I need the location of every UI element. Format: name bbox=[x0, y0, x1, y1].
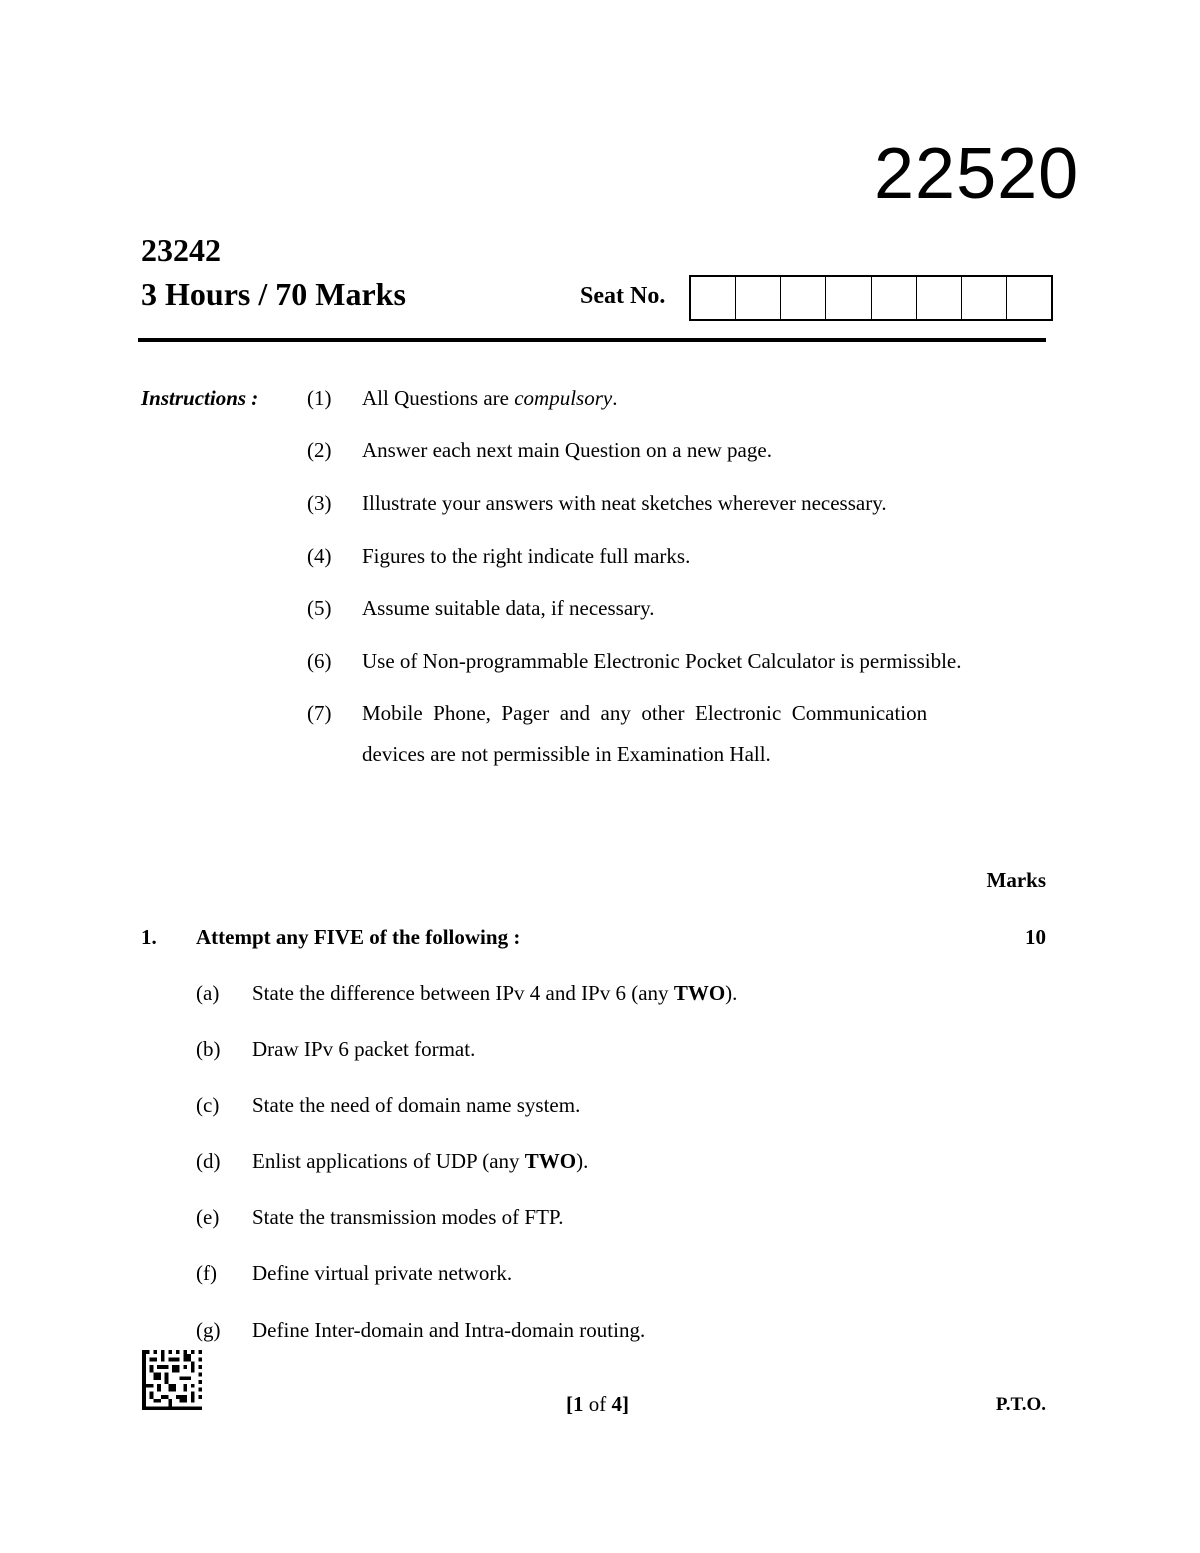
emphasis-compulsory: compulsory bbox=[514, 386, 613, 410]
seat-digit-box bbox=[916, 277, 961, 319]
seat-digit-box bbox=[780, 277, 825, 319]
instruction-number: (2) bbox=[307, 438, 332, 462]
instruction-number: (3) bbox=[307, 491, 332, 515]
instruction-text: Figures to the right indicate full marks. bbox=[362, 544, 691, 568]
seat-digit-box bbox=[825, 277, 870, 319]
seat-digit-box bbox=[735, 277, 780, 319]
subquestion-label: (e) bbox=[196, 1205, 220, 1229]
instruction-text: All Questions are compulsory. bbox=[362, 386, 618, 410]
instruction-text: Use of Non-programmable Electronic Pocket Calculator is permissible. bbox=[362, 649, 962, 673]
instruction-text: Mobile Phone, Pager and any other Electronic Communication bbox=[362, 701, 928, 725]
please-turn-over: P.T.O. bbox=[995, 1394, 1046, 1415]
instruction-number: (5) bbox=[307, 596, 332, 620]
instruction-text-continued: devices are not permissible in Examination Hall. bbox=[362, 742, 771, 766]
subquestion-text: Enlist applications of UDP (any TWO). bbox=[252, 1149, 589, 1173]
seat-digit-box bbox=[871, 277, 916, 319]
instruction-text: Illustrate your answers with neat sketches wherever necessary. bbox=[362, 491, 887, 515]
subquestion-text: Define Inter-domain and Intra-domain routing. bbox=[252, 1318, 646, 1342]
instruction-text: Answer each next main Question on a new page. bbox=[362, 438, 772, 462]
page-number: [1 of 4] bbox=[566, 1392, 629, 1416]
instruction-number: (1) bbox=[307, 386, 332, 410]
question-number: 1. bbox=[141, 925, 157, 949]
header-divider bbox=[138, 338, 1046, 342]
subquestion-label: (d) bbox=[196, 1149, 221, 1173]
subquestion-text: State the need of domain name system. bbox=[252, 1093, 581, 1117]
datamatrix-barcode-icon bbox=[141, 1350, 203, 1410]
subquestion-label: (c) bbox=[196, 1093, 220, 1117]
seat-digit-box bbox=[1006, 277, 1051, 319]
paper-code: 23242 bbox=[141, 232, 221, 268]
instruction-number: (4) bbox=[307, 544, 332, 568]
instruction-number: (7) bbox=[307, 701, 332, 725]
subquestion-text: Define virtual private network. bbox=[252, 1261, 513, 1285]
subquestion-text: Draw IPv 6 packet format. bbox=[252, 1037, 476, 1061]
instruction-text: Assume suitable data, if necessary. bbox=[362, 596, 655, 620]
subquestion-label: (g) bbox=[196, 1318, 221, 1342]
duration-marks: 3 Hours / 70 Marks bbox=[141, 276, 406, 312]
instruction-number: (6) bbox=[307, 649, 332, 673]
subquestion-label: (f) bbox=[196, 1261, 217, 1285]
marks-column-heading: Marks bbox=[986, 868, 1046, 892]
subquestion-text: State the difference between IPv 4 and IPv 6 (any TWO). bbox=[252, 981, 738, 1005]
question-heading: Attempt any FIVE of the following : bbox=[196, 925, 521, 949]
subject-code: 22520 bbox=[874, 134, 1080, 214]
seat-number-label: Seat No. bbox=[580, 283, 666, 309]
seat-digit-box bbox=[961, 277, 1006, 319]
question-marks: 10 bbox=[1025, 925, 1046, 949]
subquestion-label: (b) bbox=[196, 1037, 221, 1061]
seat-number-boxes bbox=[689, 275, 1053, 321]
seat-digit-box bbox=[691, 277, 735, 319]
instructions-label: Instructions : bbox=[141, 386, 259, 410]
subquestion-text: State the transmission modes of FTP. bbox=[252, 1205, 564, 1229]
subquestion-label: (a) bbox=[196, 981, 220, 1005]
